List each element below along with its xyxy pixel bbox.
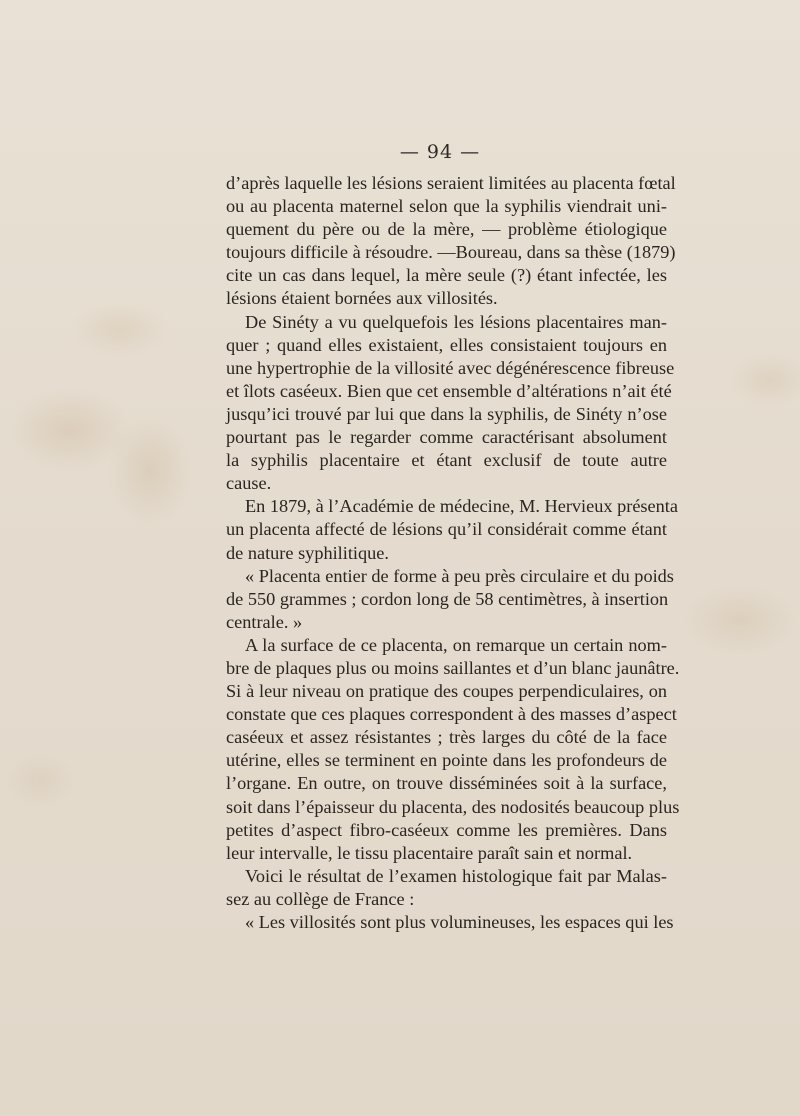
text-line: petites d’aspect fibro-caséeux comme les premières. Dans [226, 819, 667, 840]
body-text [226, 172, 680, 934]
text-line: ou au placenta maternel selon que la syphilis viendrait uni- [226, 196, 667, 217]
text-line: caséeux et assez résistantes ; très larges du côté de la face [226, 727, 667, 748]
page-number: — 94 — [399, 141, 481, 163]
text-line: un placenta affecté de lésions qu’il considérait comme étant [226, 519, 667, 540]
text-line: de nature syphilitique. [226, 542, 389, 563]
paragraph [226, 865, 667, 911]
text-line: constate que ces plaques correspondent à des masses d’aspect [226, 704, 677, 725]
paragraph [226, 634, 680, 865]
text-line: lésions étaient bornées aux villosités. [226, 288, 498, 309]
text-line: une hypertrophie de la villosité avec dégénérescence fibreuse [226, 357, 675, 378]
text-line: l’organe. En outre, on trouve disséminées soit à la surface, [226, 773, 667, 794]
text-line: Voici le résultat de l’examen histologique fait par Malas- [245, 865, 667, 886]
paragraph [226, 172, 676, 311]
paragraph [226, 311, 675, 496]
text-line: d’après laquelle les lésions seraient limitées au placenta fœtal [226, 173, 676, 193]
text-line: la syphilis placentaire et étant exclusif de toute autre [226, 450, 667, 471]
text-line: centrale. » [226, 611, 303, 632]
paragraph [226, 911, 674, 934]
text-line: quement du père ou de la mère, — problème étiologique [226, 219, 667, 240]
text-line: et îlots caséeux. Bien que cet ensemble d’altérations n’ait été [226, 380, 672, 401]
text-line: toujours difficile à résoudre. —Boureau, dans sa thèse (1879) [226, 242, 676, 263]
text-line: Si à leur niveau on pratique des coupes perpendiculaires, on [226, 681, 667, 702]
text-line: « Les villosités sont plus volumineuses, les espaces qui les [245, 912, 674, 932]
text-line: De Sinéty a vu quelquefois les lésions placentaires man- [245, 311, 667, 332]
text-line: En 1879, à l’Académie de médecine, M. Hervieux présenta [245, 496, 678, 517]
text-line: « Placenta entier de forme à peu près circulaire et du poids [245, 565, 674, 586]
text-line: pourtant pas le regarder comme caractérisant absolument [226, 427, 667, 448]
text-line: soit dans l’épaisseur du placenta, des nodosités beaucoup plus [226, 796, 680, 817]
paragraph [226, 565, 674, 634]
text-line: de 550 grammes ; cordon long de 58 centimètres, à insertion [226, 588, 669, 609]
text-line: leur intervalle, le tissu placentaire paraît sain et normal. [226, 842, 633, 863]
paragraph [226, 495, 678, 564]
text-line: A la surface de ce placenta, on remarque un certain nom- [245, 634, 667, 655]
text-line: utérine, elles se terminent en pointe dans les profondeurs de [226, 750, 667, 771]
text-line: quer ; quand elles existaient, elles consistaient toujours en [226, 334, 667, 355]
text-line: jusqu’ici trouvé par lui que dans la syphilis, de Sinéty n’ose [226, 403, 667, 424]
text-line: cite un cas dans lequel, la mère seule (?) étant infectée, les [226, 265, 667, 286]
text-line: bre de plaques plus ou moins saillantes et d’un blanc jaunâtre. [226, 657, 680, 678]
text-line: sez au collège de France : [226, 888, 415, 909]
text-line: cause. [226, 473, 272, 494]
